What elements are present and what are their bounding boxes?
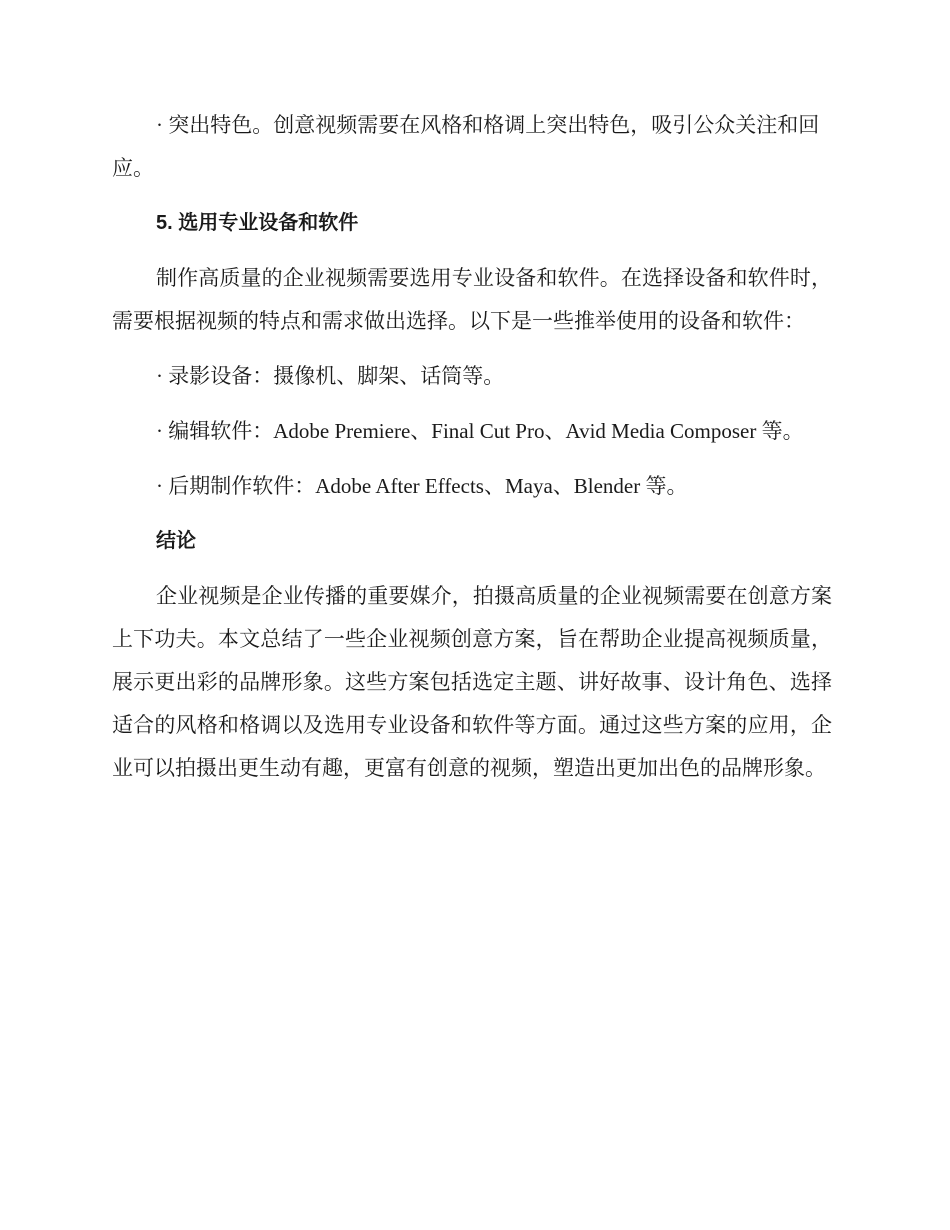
section-heading-equipment: 5. 选用专业设备和软件 [156, 212, 359, 234]
section-heading-conclusion: 结论 [156, 530, 196, 552]
bullet-highlight-features: · 突出特色。创意视频需要在风格和格调上突出特色，吸引公众关注和回应。 [112, 113, 820, 180]
paragraph-conclusion: 企业视频是企业传播的重要媒介，拍摄高质量的企业视频需要在创意方案上下功夫。本文总结了一些企业视频创意方案，旨在帮助企业提高视频质量，展示更出彩的品牌形象。这些方案包括选定主题、讲好故事、设计角色、选择适合的风格和格调以及选用专业设备和软件等方面。通过这些方案的应用，企业可以拍摄出更生动有趣，更富有创意的视频，塑造出更加出色的品牌形象。 [112, 584, 832, 780]
bullet-recording-equipment: · 录影设备：摄像机、脚架、话筒等。 [156, 364, 505, 388]
bullet-editing-software: · 编辑软件：Adobe Premiere、Final Cut Pro、Avid Media Composer 等。 [156, 419, 804, 443]
paragraph-equipment-intro: 制作高质量的企业视频需要选用专业设备和软件。在选择设备和软件时，需要根据视频的特点和需求做出选择。以下是一些推举使用的设备和软件： [112, 266, 832, 333]
document-body [112, 104, 832, 802]
bullet-post-production-software: · 后期制作软件：Adobe After Effects、Maya、Blender 等。 [156, 474, 688, 498]
